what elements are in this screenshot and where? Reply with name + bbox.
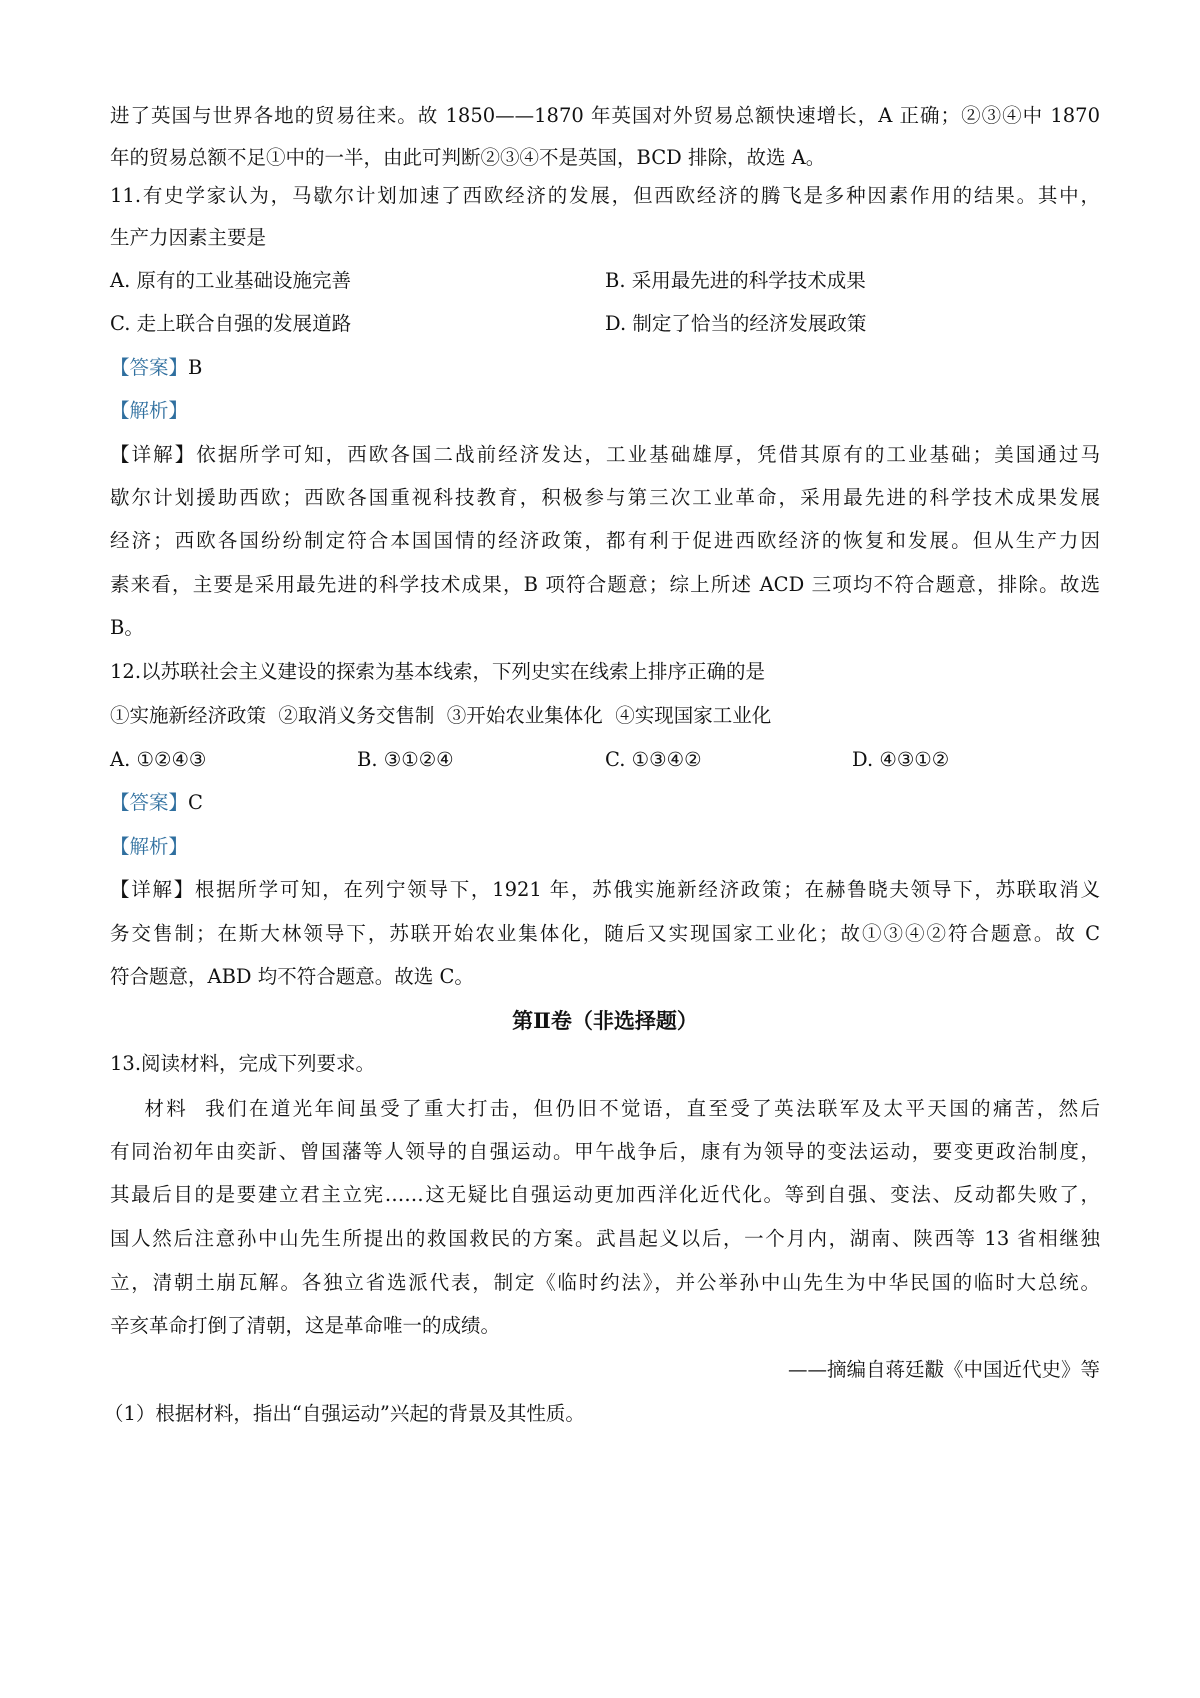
q13-material-line-3: 其最后目的是要建立君主立宪……这无疑比自强运动更加西洋化近代化。等到自强、变法、反动都失败了， (110, 1183, 1100, 1206)
q11-answer (110, 355, 1100, 381)
answer-tag: 【答案】 (110, 356, 189, 379)
q11-detail-line-3: 经济；西欧各国纷纷制定符合本国国情的经济政策，都有利于促进西欧经济的恢复和发展。但从生产力因 (110, 529, 1100, 552)
q12-detail-line-1: 【详解】根据所学可知，在列宁领导下，1921 年，苏俄实施新经济政策；在赫鲁晓夫领导下，苏联取消义 (110, 878, 1100, 901)
q12-items: ①实施新经济政策 ②取消义务交售制 ③开始农业集体化 ④实现国家工业化 (110, 704, 772, 727)
q13-subquestion-1: （1）根据材料，指出“自强运动”兴起的背景及其性质。 (104, 1402, 585, 1425)
answer-value: C (188, 791, 203, 814)
section-title: 第Ⅱ卷（非选择题） (512, 1008, 698, 1033)
q13-material-line-6: 辛亥革命打倒了清朝，这是革命唯一的成绩。 (110, 1314, 501, 1337)
q12-detail-line-2: 务交售制；在斯大林领导下，苏联开始农业集体化，随后又实现国家工业化；故①③④②符合题意。故 C (110, 922, 1100, 945)
q11-stem-line-2: 生产力因素主要是 (110, 226, 267, 249)
q12-option-a: A. ①②④③ (110, 748, 207, 771)
q12-option-b: B. ③①②④ (357, 748, 454, 771)
q12-stem: 12.以苏联社会主义建设的探索为基本线索，下列史实在线索上排序正确的是 (110, 660, 766, 683)
q11-detail-line-5: B。 (110, 616, 144, 639)
q13-material-line-4: 国人然后注意孙中山先生所提出的救国救民的方案。武昌起义以后，一个月内，湖南、陕西等 13 省相继独 (110, 1227, 1100, 1250)
q11-option-a: A. 原有的工业基础设施完善 (110, 269, 351, 292)
intro-line-2: 年的贸易总额不足①中的一半，由此可判断②③④不是英国，BCD 排除，故选 A。 (110, 146, 826, 169)
q12-option-c: C. ①③④② (605, 748, 702, 771)
answer-value: B (188, 356, 203, 379)
answer-tag: 【答案】 (110, 791, 189, 814)
q11-stem-line-1: 11.有史学家认为，马歇尔计划加速了西欧经济的发展，但西欧经济的腾飞是多种因素作用的结果。其中， (110, 184, 1100, 207)
q13-material-line-2: 有同治初年由奕訢、曾国藩等人领导的自强运动。甲午战争后，康有为领导的变法运动，要变更政治制度， (110, 1140, 1100, 1163)
q11-option-c: C. 走上联合自强的发展道路 (110, 312, 352, 335)
q11-detail-line-2: 歇尔计划援助西欧；西欧各国重视科技教育，积极参与第三次工业革命，采用最先进的科学技术成果发展 (110, 486, 1100, 509)
q11-option-b: B. 采用最先进的科学技术成果 (605, 269, 866, 292)
q13-source: ——摘编自蒋廷黻《中国近代史》等 (787, 1358, 1100, 1381)
q12-option-d: D. ④③①② (852, 748, 950, 771)
q11-detail-line-1: 【详解】依据所学可知，西欧各国二战前经济发达，工业基础雄厚，凭借其原有的工业基础；美国通过马 (110, 443, 1100, 466)
q11-option-d: D. 制定了恰当的经济发展政策 (605, 312, 867, 335)
intro-line-1: 进了英国与世界各地的贸易往来。故 1850——1870 年英国对外贸易总额快速增长，A 正确；②③④中 1870 (110, 104, 1100, 127)
q11-analysis-tag: 【解析】 (110, 399, 189, 422)
q13-material-line-1: 材料 我们在道光年间虽受了重大打击，但仍旧不觉语，直至受了英法联军及太平天国的痛苦，然后 (110, 1097, 1100, 1120)
q11-detail-line-4: 素来看，主要是采用最先进的科学技术成果，B 项符合题意；综上所述 ACD 三项均不符合题意，排除。故选 (110, 573, 1100, 596)
q12-answer (110, 790, 1100, 816)
q13-stem: 13.阅读材料，完成下列要求。 (110, 1052, 376, 1075)
q13-material-line-5: 立，清朝土崩瓦解。各独立省选派代表，制定《临时约法》，并公举孙中山先生为中华民国的临时大总统。 (110, 1271, 1100, 1294)
q12-analysis-tag: 【解析】 (110, 835, 189, 858)
q12-detail-line-3: 符合题意，ABD 均不符合题意。故选 C。 (110, 965, 474, 988)
